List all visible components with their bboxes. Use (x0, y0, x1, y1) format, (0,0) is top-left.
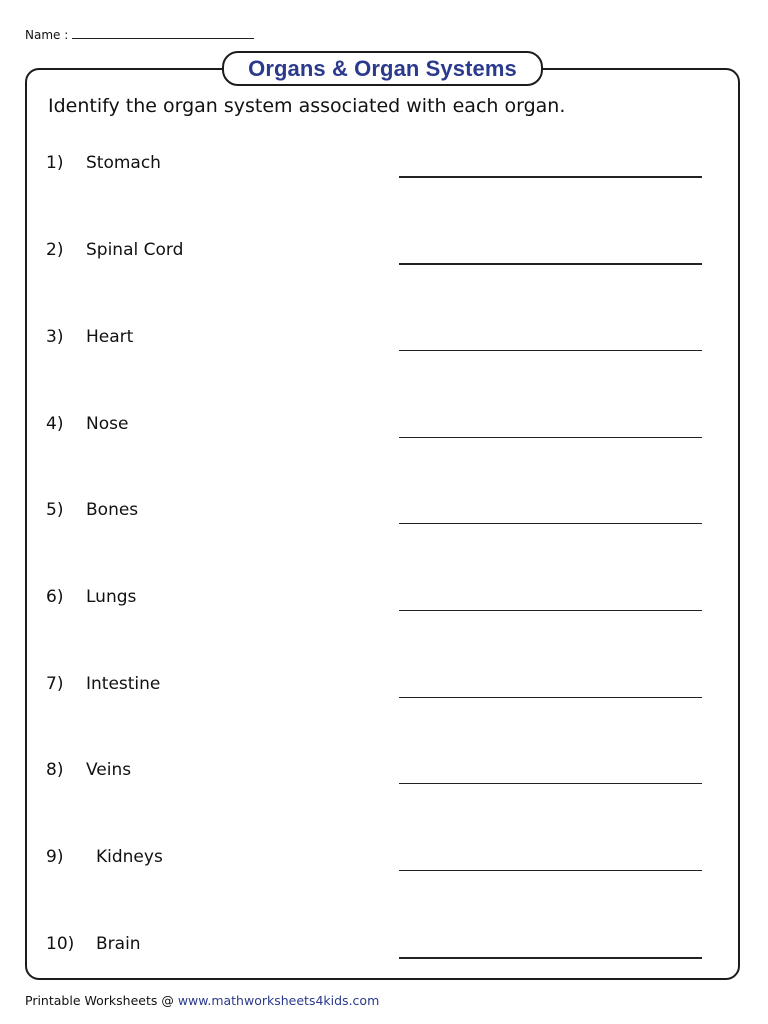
question-9 (46, 847, 706, 875)
question-6 (46, 587, 706, 615)
footer-link[interactable]: www.mathworksheets4kids.com (177, 993, 380, 1008)
answer-line[interactable] (399, 437, 702, 438)
question-2 (46, 240, 706, 268)
organ-label: Nose (86, 414, 129, 434)
answer-line[interactable] (399, 783, 702, 784)
organ-label: Heart (86, 327, 134, 347)
name-row (25, 24, 254, 42)
answer-line[interactable] (399, 697, 702, 698)
question-number: 6) (46, 587, 64, 607)
organ-label: Intestine (86, 674, 161, 694)
question-10 (46, 934, 706, 962)
instructions: Identify the organ system associated with each organ. (48, 95, 566, 117)
answer-line[interactable] (399, 870, 702, 871)
question-5 (46, 500, 706, 528)
question-7 (46, 674, 706, 702)
question-number: 2) (46, 240, 64, 260)
question-number: 8) (46, 760, 64, 780)
question-number: 10) (46, 934, 75, 954)
answer-line[interactable] (399, 523, 702, 524)
question-4 (46, 414, 706, 442)
answer-line[interactable] (399, 176, 702, 178)
page-title: Organs & Organ Systems (248, 55, 517, 81)
question-number: 3) (46, 327, 64, 347)
question-8 (46, 760, 706, 788)
organ-label: Spinal Cord (86, 240, 184, 260)
answer-line[interactable] (399, 263, 702, 265)
question-3 (46, 327, 706, 355)
footer-prefix: Printable Worksheets @ (25, 993, 174, 1008)
organ-label: Stomach (86, 153, 161, 173)
question-number: 4) (46, 414, 64, 434)
footer (25, 993, 379, 1008)
answer-line[interactable] (399, 350, 702, 351)
organ-label: Bones (86, 500, 139, 520)
name-label: Name : (25, 28, 69, 42)
answer-line[interactable] (399, 610, 702, 611)
organ-label: Brain (96, 934, 141, 954)
question-1 (46, 153, 706, 181)
organ-label: Kidneys (96, 847, 163, 867)
organ-label: Lungs (86, 587, 137, 607)
question-number: 9) (46, 847, 64, 867)
name-field-line[interactable] (72, 38, 254, 39)
organ-label: Veins (86, 760, 132, 780)
question-number: 5) (46, 500, 64, 520)
title-banner (222, 51, 543, 86)
answer-line[interactable] (399, 957, 702, 959)
question-number: 7) (46, 674, 64, 694)
question-number: 1) (46, 153, 64, 173)
